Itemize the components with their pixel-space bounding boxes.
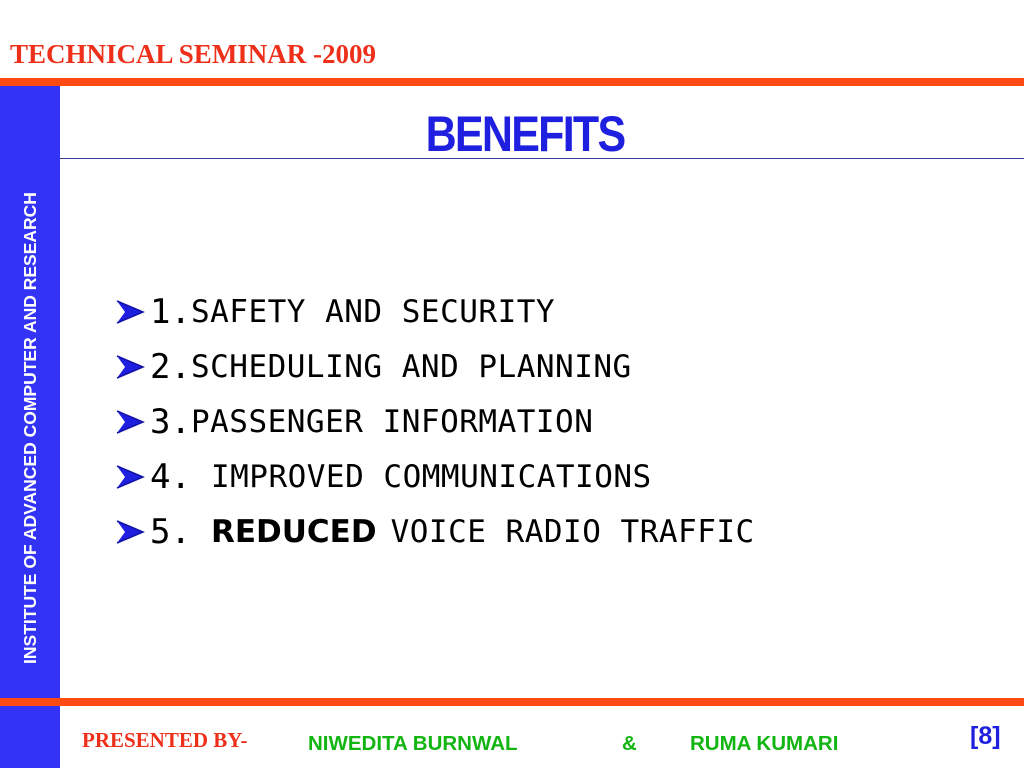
list-item-number: 2. <box>150 346 191 387</box>
list-item-text: SCHEDULING AND PLANNING <box>190 348 632 385</box>
arrow-bullet-icon <box>114 517 150 547</box>
list-item-text: PASSENGER INFORMATION <box>190 403 594 440</box>
list-item-text: VOICE RADIO TRAFFIC <box>390 513 755 550</box>
list-item-number: 5. <box>150 511 191 552</box>
presenter-name-1: NIWEDITA BURNWAL <box>308 732 518 755</box>
presenter-separator: & <box>622 732 637 755</box>
list-item <box>114 339 755 394</box>
page-number: [8] <box>970 722 1001 750</box>
slide-title: BENEFITS <box>425 106 625 162</box>
list-item <box>114 284 755 339</box>
benefits-list <box>114 284 755 559</box>
list-item-number: 4. <box>150 456 191 497</box>
list-item-number: 3. <box>150 401 191 442</box>
list-item-emphasis: REDUCED <box>210 513 377 550</box>
bottom-accent-bar <box>0 698 1024 706</box>
list-item-text: SAFETY AND SECURITY <box>190 293 556 330</box>
arrow-bullet-icon <box>114 297 150 327</box>
top-accent-bar <box>0 78 1024 86</box>
arrow-bullet-icon <box>114 462 150 492</box>
list-item <box>114 504 755 559</box>
arrow-bullet-icon <box>114 407 150 437</box>
arrow-bullet-icon <box>114 352 150 382</box>
institute-name: INSTITUTE OF ADVANCED COMPUTER AND RESEARCH <box>20 192 40 664</box>
seminar-header-title: TECHNICAL SEMINAR -2009 <box>10 39 377 69</box>
list-item <box>114 394 755 449</box>
presenter-name-2: RUMA KUMARI <box>690 732 839 755</box>
list-item <box>114 449 755 504</box>
presented-by-label: PRESENTED BY- <box>82 728 248 752</box>
list-item-text: IMPROVED COMMUNICATIONS <box>210 458 652 495</box>
list-item-number: 1. <box>150 291 191 332</box>
